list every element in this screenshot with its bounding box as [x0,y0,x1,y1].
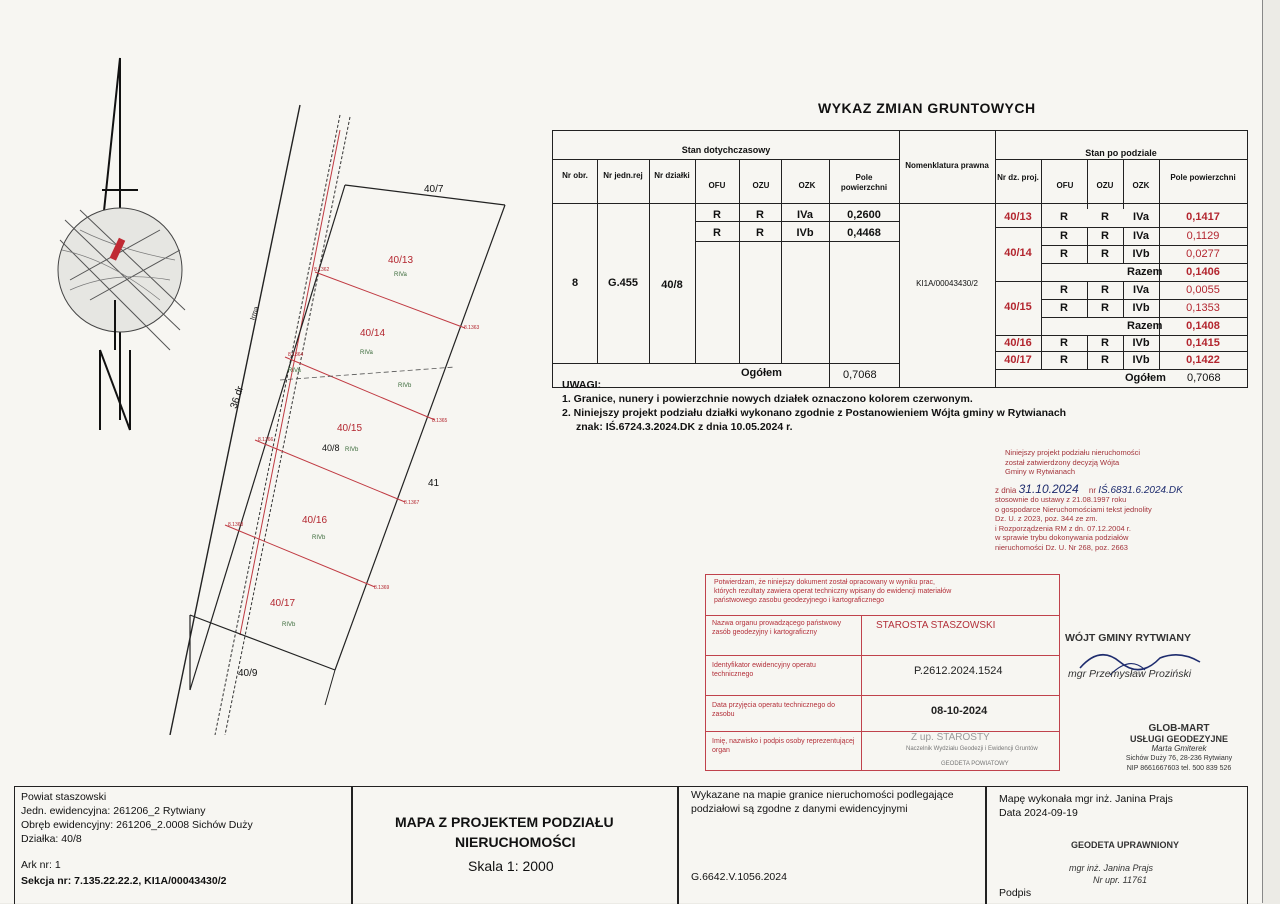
cell-pole-1: 0,2600 [847,209,881,221]
map-title-line2: NIERUCHOMOŚCI [455,834,576,850]
point-label: 8.1363 [464,325,480,331]
parcel-label-40-17: 40/17 [270,598,296,609]
cell-ozk-1: IVa [797,209,813,221]
geodeta-stamp-number: Nr upr. 11761 [1093,875,1148,885]
zgodnosc-line2: podziałowi są zgodne z danymi ewidencyjnymi [691,803,908,815]
signature-label: Podpis [999,887,1032,899]
cell-pole-a9: 0,1422 [1186,354,1220,366]
cell-pole-a3: 0,0277 [1186,248,1220,260]
cell-ofu-a1: R [1060,211,1068,223]
cell-ozk-a6: IVb [1132,302,1150,314]
cell-parcel-40-14: 40/14 [1004,247,1032,259]
operat-id: P.2612.2024.1524 [914,665,1003,677]
razem-label-40-14: Razem [1127,266,1163,278]
cell-dzialka: 40/8 [661,279,683,291]
land-changes-table [552,130,1248,388]
cell-pole-2: 0,4468 [847,227,881,239]
parcel-class-extra-a: RIVa [288,368,301,374]
header-ozk: OZK [798,181,816,190]
point-label: 8.1368 [228,522,244,528]
neighbour-label-41: 41 [428,478,440,489]
parcel-class-40-14: RIVa [360,350,373,356]
note-3: znak: IŚ.6724.3.2024.DK z dnia 10.05.2024 r. [576,421,793,433]
note-1: 1. Granice, nunery i powierzchnie nowych działek oznaczono kolorem czerwonym. [562,393,973,405]
header-ozu: OZU [752,181,770,190]
powiat: Powiat staszowski [21,791,107,803]
title-block [14,786,1248,904]
geodeta-stamp-name: mgr inż. Janina Prajs [1069,863,1154,873]
map-date: Data 2024-09-19 [999,807,1078,819]
parcel-class-40-16: RIVb [312,535,326,541]
point-label: 8.1365 [432,418,448,424]
cell-ozk-a8: IVb [1132,337,1150,349]
cell-jedn: G.455 [608,277,638,289]
cell-ozu-a2: R [1101,230,1109,242]
cell-ozu-a9: R [1101,354,1109,366]
wojt-name: mgr Przemysław Proziński [1068,668,1192,680]
header-ofu: OFU [708,181,726,190]
cell-obr: 8 [571,277,579,289]
cell-ofu-a5: R [1060,284,1068,296]
parcel-label-40-16: 40/16 [302,515,328,526]
header-pole: Pole powierzchni [840,173,888,192]
cell-ofu-a8: R [1060,337,1068,349]
cell-parcel-40-16: 40/16 [1004,337,1032,349]
neighbour-label-40-9: 40/9 [238,668,258,679]
cell-ozu-a5: R [1101,284,1109,296]
cell-ozu-2: R [756,227,764,239]
point-label: 8.1362 [314,267,330,273]
cell-pole-a6: 0,1353 [1186,302,1220,314]
cell-ozk-2: IVb [796,227,814,239]
note-2: 2. Niniejszy projekt podziału działki wykonano zgodnie z Postanowieniem Wójta gminy w Rytwianach [562,407,1067,419]
geodeta-stamp-title: GEODETA UPRAWNIONY [1071,840,1180,850]
point-label: 8.1369 [374,585,390,591]
operat-date: 08-10-2024 [931,705,988,717]
cell-ofu-a9: R [1060,354,1068,366]
parcel-label-40-15: 40/15 [337,423,363,434]
cell-pole-a5: 0,0055 [1186,284,1220,296]
header-ozk-after: OZK [1132,181,1150,190]
cell-pole-a1: 0,1417 [1186,211,1220,223]
table-title: WYKAZ ZMIAN GRUNTOWYCH [818,100,1036,116]
parcel-label-40-14: 40/14 [360,328,386,339]
dzialka: Działka: 40/8 [21,833,82,845]
parcel-label-40-13: 40/13 [388,255,414,266]
operat-number: G.6642.V.1056.2024 [691,871,787,883]
parcel-class-40-15: RIVb [345,447,359,453]
cell-ozk-a9: IVb [1132,354,1150,366]
cell-ozu-a8: R [1101,337,1109,349]
header-nr-jedn: Nr jedn.rej [603,171,643,180]
parcel-class-extra-b: RIVb [398,383,412,389]
map-scale: Skala 1: 2000 [468,858,554,874]
cell-ozk-a2: IVa [1133,230,1149,242]
cell-ofu-1: R [713,209,721,221]
razem-value-40-14: 0,1406 [1186,266,1220,278]
approval-stamp: Niniejszy projekt podziału nieruchomości został zatwierdzony decyzją Wójta Gminy w Rytwianach z dnia 31.10.2024 nr IŚ.6831.6.2024.DK stosownie do ustawy z 21.08.1997 roku o gospodarce Nieruchomościami tekst jednolity Dz. U. z 2023, poz. 344 ze zm. i Rozporządzenia RM z dn. 07.12.2004 r. w sprawie trybu dokonywania podziałów nieruchomości Dz. U. Nr 268, poz. 2663 [995,448,1183,552]
header-nr-dzialki: Nr działki [654,171,690,180]
cell-ozk-a1: IVa [1133,211,1149,223]
parcel-class-40-17: RIVb [282,622,296,628]
obreb: Obręb ewidencyjny: 261206_2.0008 Sichów Duży [21,819,253,831]
cell-parcel-40-13: 40/13 [1004,211,1032,223]
parcel-map [160,95,560,735]
jedn-ewidencyjna: Jedn. ewidencyjna: 261206_2 Rytwiany [21,805,206,817]
header-ofu-after: OFU [1056,181,1074,190]
starosta-stamp: Potwierdzam, że niniejszy dokument został opracowany w wyniku prac, których rezultaty zawiera operat techniczny wpisany do ewidencji materiałów państwowego zasobu geodezyjnego i kartograficznego Nazwa organu prowadzącego państwowy zasób geodezyjny i kartograficzny STAROSTA STASZOWSKI Identyfikator ewidencyjny operatu technicznego P.2612.2024.1524 Data przyjęcia operatu technicznego do zasobu 08-10-2024 Imię, nazwisko i podpis osoby reprezentującej organ Z up. STAROSTY Naczelnik Wydziału Geodezji i Ewidencji Gruntów GEODETA POWIATOWY [705,574,1060,771]
sekcja: Sekcja nr: 7.135.22.22.2, KI1A/00043430/2 [21,875,227,887]
zgodnosc-line1: Wykazane na mapie granice nieruchomości podlegające [691,789,954,801]
author: Mapę wykonała mgr inż. Janina Prajs [999,793,1173,805]
group-before-header: Stan dotychczasowy [681,145,771,155]
header-nr-obr: Nr obr. [562,171,588,180]
cell-ozk-a3: IVb [1132,248,1150,260]
cell-parcel-40-15: 40/15 [1004,301,1032,313]
road-label: 36 dr [228,384,247,411]
total-label-before: Ogółem [741,367,782,379]
cell-ozk-a5: IVa [1133,284,1149,296]
group-after-header: Stan po podziale [1085,148,1157,158]
cell-pole-a2: 0,1129 [1186,230,1220,242]
header-nr-dz-proj: Nr dz. proj. [997,173,1039,182]
map-title-line1: MAPA Z PROJEKTEM PODZIAŁU [395,814,614,830]
total-label-after: Ogółem [1125,372,1166,384]
cell-ofu-a3: R [1060,248,1068,260]
road-side-label: Irma [249,305,261,322]
cell-ozu-a6: R [1101,302,1109,314]
total-before: 0,7068 [843,369,877,381]
cell-nomenklatura: KI1A/00043430/2 [916,279,978,288]
approval-number: IŚ.6831.6.2024.DK [1098,484,1183,496]
razem-label-40-15: Razem [1127,320,1163,332]
cell-ofu-2: R [713,227,721,239]
header-ozu-after: OZU [1096,181,1114,190]
cell-ofu-a2: R [1060,230,1068,242]
old-parcel-label: 40/8 [322,443,340,453]
point-label: 8.1367 [404,500,420,506]
wojt-stamp-title: WÓJT GMINY RYTWIANY [1065,632,1191,644]
starosta-name: STAROSTA STASZOWSKI [876,620,996,631]
neighbour-label-40-7: 40/7 [424,184,444,195]
parcel-class-40-13: RIVa [394,272,407,278]
cell-ofu-a6: R [1060,302,1068,314]
ark-nr: Ark nr: 1 [21,859,61,871]
notes-heading: UWAGI: [562,379,602,391]
cell-parcel-40-17: 40/17 [1004,354,1032,366]
company-stamp: GLOB-MART USŁUGI GEODEZYJNE Marta Gmiterek Sichów Duży 76, 28-236 Rytwiany NIP 8661667603 tel. 500 839 526 [1125,723,1233,772]
point-label: 8.1366 [258,437,274,443]
notes-block [562,378,1066,434]
cell-ozu-a3: R [1101,248,1109,260]
razem-value-40-15: 0,1408 [1186,320,1220,332]
point-label: 8.1364 [288,352,304,358]
cell-pole-a8: 0,1415 [1186,337,1220,349]
total-after: 0,7068 [1187,372,1221,384]
cell-ozu-a1: R [1101,211,1109,223]
header-pole-after: Pole powierzchni [1170,173,1236,182]
cell-ozu-1: R [756,209,764,221]
approval-date: 31.10.2024 [1018,481,1079,496]
header-nomenklatura: Nomenklatura prawna [905,161,989,170]
